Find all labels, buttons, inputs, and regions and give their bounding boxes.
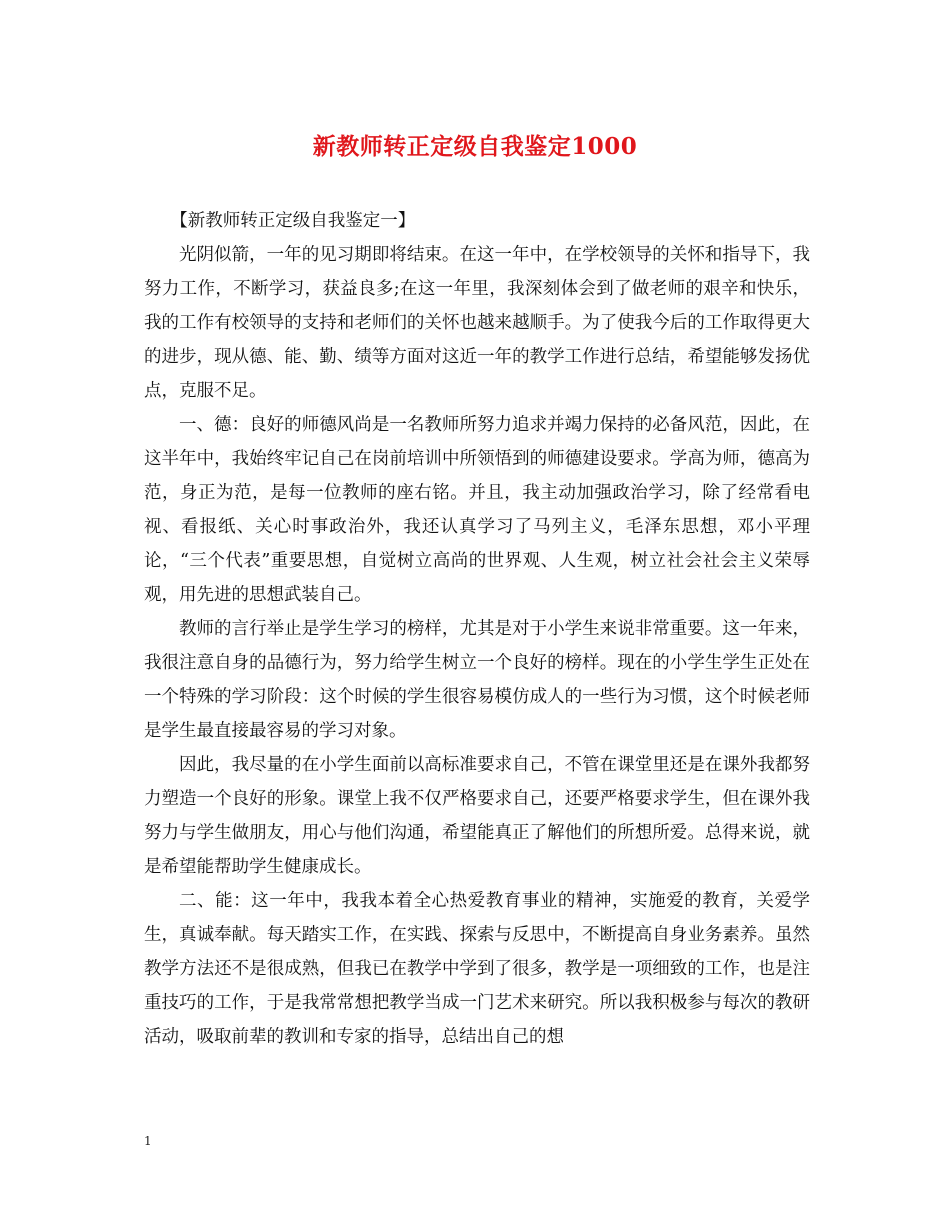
paragraph-ability: 二、能：这一年中，我我本着全心热爱教育事业的精神，实施爱的教育，关爱学生，真诚奉献。每天踏实工作，在实践、探索与反思中，不断提高自身业务素养。虽然教学方法还不是很成熟，但我已在教学中学到了很多，教学是一项细致的工作，也是注重技巧的工作，于是我常常想把教学当成一门艺术来研究。所以我积极参与每次的教研活动，吸取前辈的教训和专家的指导，总结出自己的想	[144, 891, 810, 1047]
document-title: 新教师转正定级自我鉴定1000	[312, 133, 638, 160]
paragraph-self-discipline: 因此，我尽量的在小学生面前以高标准要求自己，不管在课堂里还是在课外我都努力塑造一个良好的形象。课堂上我不仅严格要求自己，还要严格要求学生，但在课外我努力与学生做朋友，用心与他们沟通，希望能真正了解他们的所想所爱。总得来说，就是希望能帮助学生健康成长。	[144, 755, 810, 877]
section-heading: 【新教师转正定级自我鉴定一】	[170, 211, 416, 231]
document-body	[144, 204, 810, 1054]
paragraph-role-model: 教师的言行举止是学生学习的榜样，尤其是对于小学生来说非常重要。这一年来，我很注意自身的品德行为，努力给学生树立一个良好的榜样。现在的小学生学生正处在一个特殊的学习阶段：这个时候的学生很容易模仿成人的一些行为习惯，这个时候老师是学生最直接最容易的学习对象。	[144, 619, 810, 741]
paragraph-intro: 光阴似箭，一年的见习期即将结束。在这一年中，在学校领导的关怀和指导下，我努力工作，不断学习，获益良多;在这一年里，我深刻体会到了做老师的艰辛和快乐，我的工作有校领导的支持和老师们的关怀也越来越顺手。为了使我今后的工作取得更大的进步，现从德、能、勤、绩等方面对这近一年的教学工作进行总结，希望能够发扬优点，克服不足。	[144, 245, 810, 401]
page-number: 1	[144, 1134, 152, 1148]
paragraph-virtue: 一、德：良好的师德风尚是一名教师所努力追求并竭力保持的必备风范，因此，在这半年中，我始终牢记自己在岗前培训中所领悟到的师德建设要求。学高为师，德高为范，身正为范，是每一位教师的座右铭。并且，我主动加强政治学习，除了经常看电视、看报纸、关心时事政治外，我还认真学习了马列主义，毛泽东思想，邓小平理论，“三个代表”重要思想，自觉树立高尚的世界观、人生观，树立社会社会主义荣辱观，用先进的思想武装自己。	[144, 415, 810, 605]
